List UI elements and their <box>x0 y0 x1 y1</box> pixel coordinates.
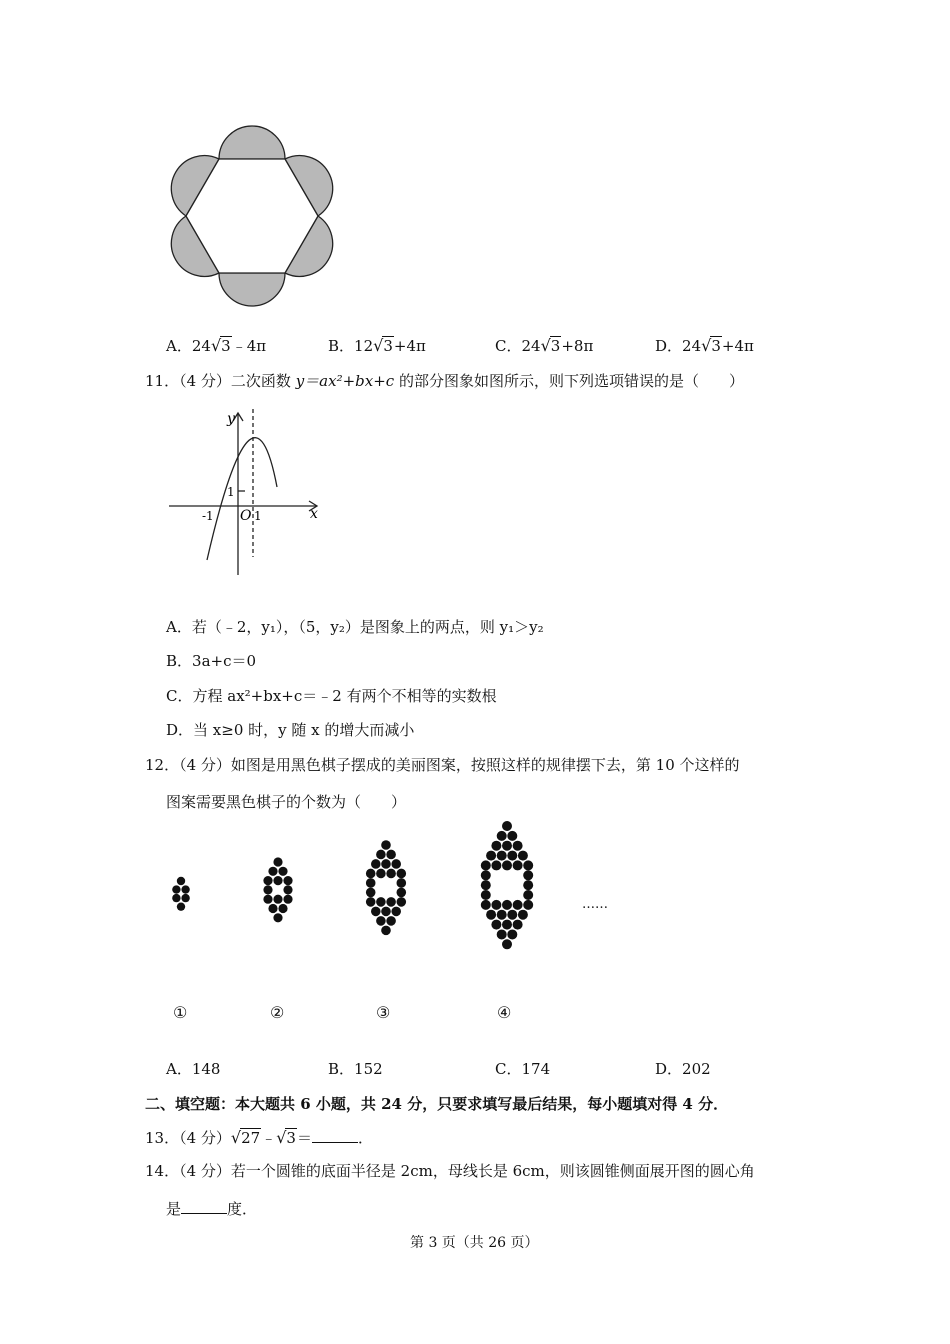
chess-piece <box>491 841 501 851</box>
chess-piece <box>283 885 292 894</box>
q11-option-c[interactable]: C．方程 ax²+bx+c＝﹣2 有两个不相等的实数根 <box>166 687 497 705</box>
q14-stem-line2: 是 度． <box>166 1200 258 1218</box>
chess-piece <box>273 895 282 904</box>
chess-piece <box>502 821 512 831</box>
q11-option-b[interactable]: B．3a+c＝0 <box>166 652 257 670</box>
chess-piece <box>507 831 517 841</box>
section-heading: 二、填空题：本大题共 6 小题，共 24 分，只要求填写最后结果，每小题填对得 4 分． <box>145 1095 729 1113</box>
q11-stem: 11．（4 分）二次函数 y＝ax²+bx+c 的部分图象如图所示，则下列选项错误的是（ ） <box>145 372 744 390</box>
chess-piece <box>278 867 287 876</box>
graph-origin: O <box>240 508 252 524</box>
chess-piece <box>263 876 272 885</box>
chess-piece <box>502 841 512 851</box>
pattern-label-2: ② <box>270 1003 285 1022</box>
chess-piece <box>523 900 533 910</box>
q14-answer-blank[interactable] <box>181 1201 227 1214</box>
chess-piece <box>381 859 391 869</box>
chess-piece <box>481 880 491 890</box>
chess-piece <box>486 910 496 920</box>
q12-stem-line2: 图案需要黑色棋子的个数为（ ） <box>166 793 407 811</box>
q13-line: 13．（4 分）√27﹣√3＝ ． <box>145 1128 373 1147</box>
chess-piece <box>273 913 282 922</box>
chess-piece <box>513 900 523 910</box>
chess-piece <box>181 894 189 902</box>
q11-option-a[interactable]: A．若（﹣2，y₁），（5，y₂）是图象上的两点，则 y₁＞y₂ <box>166 618 544 636</box>
chess-piece <box>381 840 391 850</box>
q10-option-d[interactable]: D．24√3+4π <box>655 336 754 355</box>
chess-piece <box>386 916 396 926</box>
chess-piece <box>481 870 491 880</box>
graph-tick-one-y: 1 <box>227 485 235 499</box>
chess-piece <box>381 926 391 936</box>
chess-piece <box>491 920 501 930</box>
chess-piece <box>507 851 517 861</box>
chess-piece <box>381 907 391 917</box>
chess-piece <box>491 860 501 870</box>
chess-piece <box>502 860 512 870</box>
chess-piece <box>518 851 528 861</box>
chess-piece <box>376 850 386 860</box>
parabola-graph <box>165 405 325 580</box>
chess-piece <box>371 907 381 917</box>
chess-piece <box>268 904 277 913</box>
chess-piece <box>397 878 407 888</box>
chess-piece <box>172 885 180 893</box>
chess-piece <box>376 916 386 926</box>
chess-piece <box>376 869 386 879</box>
chess-piece <box>486 851 496 861</box>
chess-piece <box>172 894 180 902</box>
chess-piece <box>513 860 523 870</box>
q12-option-b[interactable]: B．152 <box>328 1060 383 1078</box>
chess-piece <box>371 859 381 869</box>
graph-y-label: y <box>227 411 235 427</box>
pattern-label-3: ③ <box>376 1003 391 1022</box>
chess-piece <box>507 929 517 939</box>
q12-option-c[interactable]: C．174 <box>495 1060 551 1078</box>
chess-piece <box>397 888 407 898</box>
chess-piece <box>263 895 272 904</box>
chess-piece <box>513 920 523 930</box>
q14-stem-line1: 14．（4 分）若一个圆锥的底面半径是 2cm，母线长是 6cm，则该圆锥侧面展开图的圆心角 <box>145 1162 755 1180</box>
chess-piece <box>397 897 407 907</box>
chess-piece <box>523 880 533 890</box>
chess-piece <box>513 841 523 851</box>
page-footer: 第 3 页（共 26 页） <box>410 1235 539 1251</box>
chess-piece <box>366 878 376 888</box>
chess-piece <box>502 900 512 910</box>
chess-piece <box>497 831 507 841</box>
checker-pattern-figure <box>150 815 630 1030</box>
chess-piece <box>268 867 277 876</box>
chess-piece <box>518 910 528 920</box>
chess-piece <box>523 870 533 880</box>
chess-piece <box>502 920 512 930</box>
graph-x-label: x <box>310 506 318 522</box>
q12-option-a[interactable]: A．148 <box>166 1060 221 1078</box>
chess-piece <box>366 897 376 907</box>
chess-piece <box>502 939 512 949</box>
chess-piece <box>376 897 386 907</box>
chess-piece <box>181 885 189 893</box>
pattern-label-1: ① <box>173 1003 188 1022</box>
chess-piece <box>523 890 533 900</box>
chess-piece <box>397 869 407 879</box>
q13-answer-blank[interactable] <box>312 1130 358 1143</box>
hexagon-petal-figure <box>160 120 345 320</box>
graph-tick-neg-one: -1 <box>202 509 214 523</box>
q12-option-d[interactable]: D．202 <box>655 1060 711 1078</box>
q11-option-d[interactable]: D．当 x≥0 时，y 随 x 的增大而减小 <box>166 721 415 739</box>
chess-piece <box>386 897 396 907</box>
q12-stem-line1: 12．（4 分）如图是用黑色棋子摆成的美丽图案，按照这样的规律摆下去，第 10 个这样的 <box>145 756 740 774</box>
chess-piece <box>263 885 272 894</box>
q10-option-a[interactable]: A．24√3﹣4π <box>166 336 267 355</box>
chess-piece <box>283 876 292 885</box>
chess-piece <box>523 860 533 870</box>
chess-piece <box>481 860 491 870</box>
chess-piece <box>273 857 282 866</box>
chess-piece <box>386 850 396 860</box>
chess-piece <box>481 890 491 900</box>
q10-option-c[interactable]: C．24√3+8π <box>495 336 594 355</box>
chess-piece <box>278 904 287 913</box>
chess-piece <box>481 900 491 910</box>
chess-piece <box>497 851 507 861</box>
chess-piece <box>366 888 376 898</box>
chess-piece <box>177 902 185 910</box>
chess-piece <box>273 876 282 885</box>
chess-piece <box>391 907 401 917</box>
chess-piece <box>497 910 507 920</box>
pattern-ellipsis: …… <box>582 897 608 912</box>
chess-piece <box>386 869 396 879</box>
pattern-label-4: ④ <box>497 1003 512 1022</box>
chess-piece <box>391 859 401 869</box>
q10-option-b[interactable]: B．12√3+4π <box>328 336 426 355</box>
chess-piece <box>507 910 517 920</box>
graph-tick-one-x: 1 <box>254 509 262 523</box>
chess-piece <box>366 869 376 879</box>
chess-piece <box>497 929 507 939</box>
chess-piece <box>177 877 185 885</box>
chess-piece <box>491 900 501 910</box>
chess-piece <box>283 895 292 904</box>
